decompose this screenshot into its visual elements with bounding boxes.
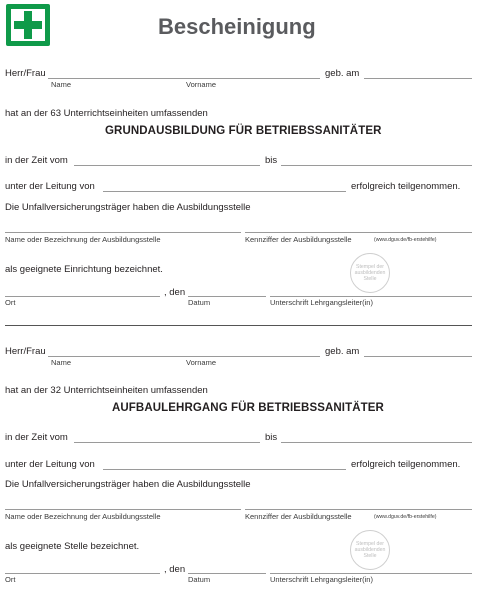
kennziffer-caption: Kennziffer der Ausbildungsstelle (245, 512, 352, 521)
date-to-field[interactable] (281, 165, 472, 166)
date-from-field[interactable] (74, 442, 260, 443)
ort-field[interactable] (5, 296, 160, 297)
geb-am-label: geb. am (325, 68, 360, 79)
geeignet-text: als geeignete Einrichtung bezeichnet. (5, 264, 163, 275)
stelle-caption: Name oder Bezeichnung der Ausbildungsstelle (5, 235, 161, 244)
ausbildungsstelle-field[interactable] (5, 232, 241, 233)
datum-field[interactable] (188, 573, 266, 574)
name-field[interactable] (48, 78, 320, 79)
birthdate-field[interactable] (364, 356, 472, 357)
herr-frau-label: Herr/Frau (5, 68, 46, 79)
kennziffer-field[interactable] (245, 232, 472, 233)
section-divider (5, 325, 472, 326)
name-caption: Name (51, 80, 72, 89)
first-aid-cross-icon (6, 4, 50, 46)
page-title: Bescheinigung (158, 14, 316, 39)
den-label: , den (164, 564, 186, 575)
stamp-placeholder (350, 530, 390, 570)
stamp-placeholder (350, 253, 390, 293)
signature-caption: Unterschrift Lehrgangsleiter(in) (270, 298, 373, 307)
dguv-url: (www.dguv.de/fb-erstehilfe) (374, 514, 437, 520)
signature-field[interactable] (270, 296, 472, 297)
dguv-url: (www.dguv.de/fb-erstehilfe) (374, 237, 437, 243)
signature-field[interactable] (270, 573, 472, 574)
ort-caption: Ort (5, 575, 16, 584)
leitung-field[interactable] (103, 191, 346, 192)
leitung-field[interactable] (103, 469, 346, 470)
den-label: , den (164, 287, 186, 298)
vorname-caption: Vorname (186, 80, 217, 89)
hours-text: hat an der 63 Unterrichtseinheiten umfassenden (5, 108, 208, 119)
course-heading: AUFBAULEHRGANG FÜR BETRIEBSSANITÄTER (112, 402, 384, 414)
course-heading: GRUNDAUSBILDUNG FÜR BETRIEBSSANITÄTER (105, 125, 382, 137)
birthdate-field[interactable] (364, 78, 472, 79)
leitung-label: unter der Leitung von (5, 181, 95, 192)
ort-field[interactable] (5, 573, 160, 574)
kennziffer-caption: Kennziffer der Ausbildungsstelle (245, 235, 352, 244)
stamp-text: Stempel der ausbildenden Stelle (354, 541, 386, 559)
name-caption: Name (51, 358, 72, 367)
datum-caption: Datum (188, 575, 211, 584)
name-field[interactable] (48, 356, 320, 357)
datum-field[interactable] (188, 296, 266, 297)
date-from-field[interactable] (74, 165, 260, 166)
erfolgreich-text: erfolgreich teilgenommen. (351, 459, 461, 470)
signature-caption: Unterschrift Lehrgangsleiter(in) (270, 575, 373, 584)
leitung-label: unter der Leitung von (5, 459, 95, 470)
kennziffer-field[interactable] (245, 509, 472, 510)
herr-frau-label: Herr/Frau (5, 346, 46, 357)
zeit-vom-label: in der Zeit vom (5, 432, 68, 443)
logo-background (11, 9, 45, 41)
vorname-caption: Vorname (186, 358, 217, 367)
datum-caption: Datum (188, 298, 211, 307)
stelle-caption: Name oder Bezeichnung der Ausbildungsstelle (5, 512, 161, 521)
zeit-vom-label: in der Zeit vom (5, 155, 68, 166)
geeignet-text: als geeignete Stelle bezeichnet. (5, 541, 140, 552)
ort-caption: Ort (5, 298, 16, 307)
geb-am-label: geb. am (325, 346, 360, 357)
date-to-field[interactable] (281, 442, 472, 443)
traeger-text: Die Unfallversicherungsträger haben die Ausbildungsstelle (5, 479, 251, 490)
bis-label: bis (265, 155, 278, 166)
ausbildungsstelle-field[interactable] (5, 509, 241, 510)
cross-horizontal-bar (14, 21, 42, 29)
stamp-text: Stempel der ausbildenden Stelle (354, 264, 386, 282)
erfolgreich-text: erfolgreich teilgenommen. (351, 181, 461, 192)
hours-text: hat an der 32 Unterrichtseinheiten umfassenden (5, 385, 208, 396)
bis-label: bis (265, 432, 278, 443)
traeger-text: Die Unfallversicherungsträger haben die Ausbildungsstelle (5, 202, 251, 213)
